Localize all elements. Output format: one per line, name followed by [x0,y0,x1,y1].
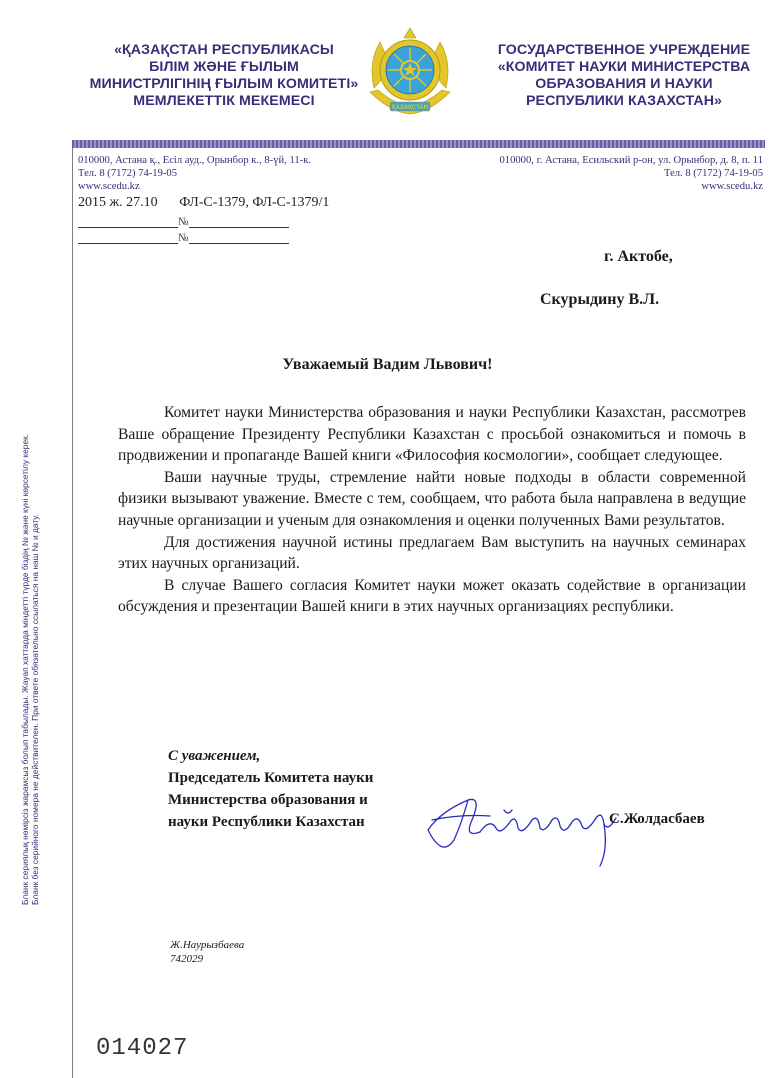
letterhead-russian-line: РЕСПУБЛИКИ КАЗАХСТАН» [525,93,723,109]
addressee-name: Скурыдину В.Л. [540,291,660,308]
address-russian [499,154,763,193]
letterhead-russian-line: ОБРАЗОВАНИЯ И НАУКИ [535,76,713,92]
website-line: www.scedu.kz [78,181,140,192]
executor-phone: 742029 [170,953,203,965]
registration-numbers: ФЛ-С-1379, ФЛ-С-1379/1 [179,195,330,210]
number-sign: № [178,232,189,244]
signer-position: Министерства образования и [168,792,368,808]
signer-position: Председатель Комитета науки [168,770,374,786]
registration-line [78,195,347,211]
state-emblem-icon [360,22,460,122]
letterhead-divider-band [72,140,765,148]
margin-line [72,148,73,1078]
side-note-russian: Бланк без серийного номера не действителен. При ответе обязательно ссылаться на наш № и дату. [30,514,40,905]
registration-date: 2015 ж. 27.10 [78,195,158,210]
address-line: 010000, Астана қ., Есіл ауд., Орынбор к., 8-үй, 11-к. [78,155,311,166]
body-paragraph: Комитет науки Министерства образования и науки Республики Казахстан, рассмотрев Ваше обращение Президенту Республики Казахстан с просьбой ознакомиться и помочь в продвижении и пропаганде Вашей книги «Философия космологии», сообщает следующее. [118,404,746,465]
body-paragraph: Ваши научные труды, стремление найти новые подходы в области современной физики вызывают уважение. Вместе с тем, сообщаем, что работа была направлена в ведущие научные организации и ученым для ознакомления и оценки полученных Вами результатов. [118,468,746,529]
body-paragraph: Для достижения научной истины предлагаем Вам выступить на научных семинарах этих научных организаций. [118,533,746,573]
letterhead-kazakh-line: МЕМЛЕКЕТТІК МЕКЕМЕСІ [133,93,315,109]
phone-line: Тел. 8 (7172) 74-19-05 [663,168,763,179]
letterhead-kazakh-line: «ҚАЗАҚСТАН РЕСПУБЛИКАСЫ [114,42,334,58]
closing: С уважением, [168,748,261,764]
letterhead-russian-line: «КОМИТЕТ НАУКИ МИНИСТЕРСТВА [497,59,751,75]
number-sign: № [178,216,189,228]
reference-blank-2 [78,231,289,244]
address-line: 010000, г. Астана, Есильский р-он, ул. Орынбор, д. 8, п. 11 [499,155,763,166]
executor-info [170,938,244,966]
executor-name: Ж.Наурызбаева [170,939,245,951]
salutation: Уважаемый Вадим Львович! [282,356,493,373]
letterhead-kazakh-line: БІЛІМ ЖӘНЕ ҒЫЛЫМ [149,59,299,75]
letterhead-kazakh-line: МИНИСТРЛІГІНІҢ ҒЫЛЫМ КОМИТЕТІ» [89,76,359,92]
letterhead-russian-line: ГОСУДАРСТВЕННОЕ УЧРЕЖДЕНИЕ [497,42,751,58]
addressee-city: г. Актобе, [604,248,673,265]
serial-number: 014027 [96,1035,189,1062]
website-line: www.scedu.kz [701,181,763,192]
letter-body [118,402,746,618]
reference-blank-1 [78,215,289,228]
side-note-kazakh: Бланк сериялық нөмірсіз жарамсыз болып табылады. Жауап хаттарда міндетті түрде біздің № және күні көрсетілу керек. [20,433,30,905]
handwritten-signature [420,770,635,870]
signer-position: науки Республики Казахстан [168,814,365,830]
signer-name: С.Жолдасбаев [609,811,705,827]
letterhead-russian [478,42,770,110]
emblem-lettering: ҚАЗАҚСТАН [392,105,428,111]
letterhead-kazakh [88,42,360,110]
phone-line: Тел. 8 (7172) 74-19-05 [78,168,178,179]
body-paragraph: В случае Вашего согласия Комитет науки может оказать содействие в организации обсуждения и презентации Вашей книги в этих научных организациях республики. [118,576,746,616]
side-note [18,305,48,905]
signature-block [168,745,373,833]
address-kazakh [78,154,311,193]
